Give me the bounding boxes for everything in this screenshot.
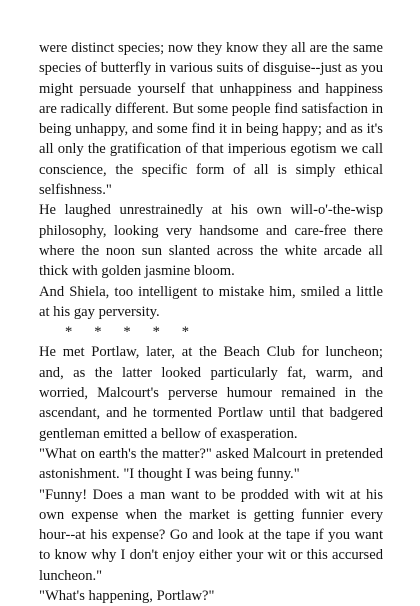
paragraph-5: "What on earth's the matter?" asked Malcourt in pretended astonishment. "I thought I was being funny." [39,445,383,483]
paragraph-2: He laughed unrestrainedly at his own will-o'-the-wisp philosophy, looking very handsome and care-free there where the noon sun slanted across the white arcade all thick with golden jasmine bloom. [39,202,383,280]
paragraph-3: And Shiela, too intelligent to mistake him, smiled a little at his gay perversity. [39,283,383,320]
paragraph-6: "Funny! Does a man want to be prodded with wit at his own expense when the market is getting funnier every hour--at his expense? Go and look at the tape if you want to know why I don't enjoy either your wit or this accursed luncheon." [39,486,383,584]
paragraph-4: He met Portlaw, later, at the Beach Club for luncheon; and, as the latter looked particularly fat, warm, and worried, Malcourt's perverse humour remained in the ascendant, and he tormented Portlaw until that badgered gentleman emitted a bellow of exasperation. [39,344,383,442]
section-break: * * * * * [65,324,190,341]
page-text [39,38,383,606]
paragraph-7: "What's happening, Portlaw?" [39,588,215,605]
paragraph-1: were distinct species; now they know they all are the same species of butterfly in various suits of disguise--just as you might persuade yourself that unhappiness and happiness are radically different. But some people find satisfaction in being unhappy, and some find it in being happy; and as it's all only the gratification of that imperious egotism we call conscience, the specific form of all is simply ethical selfishness." [39,40,383,199]
